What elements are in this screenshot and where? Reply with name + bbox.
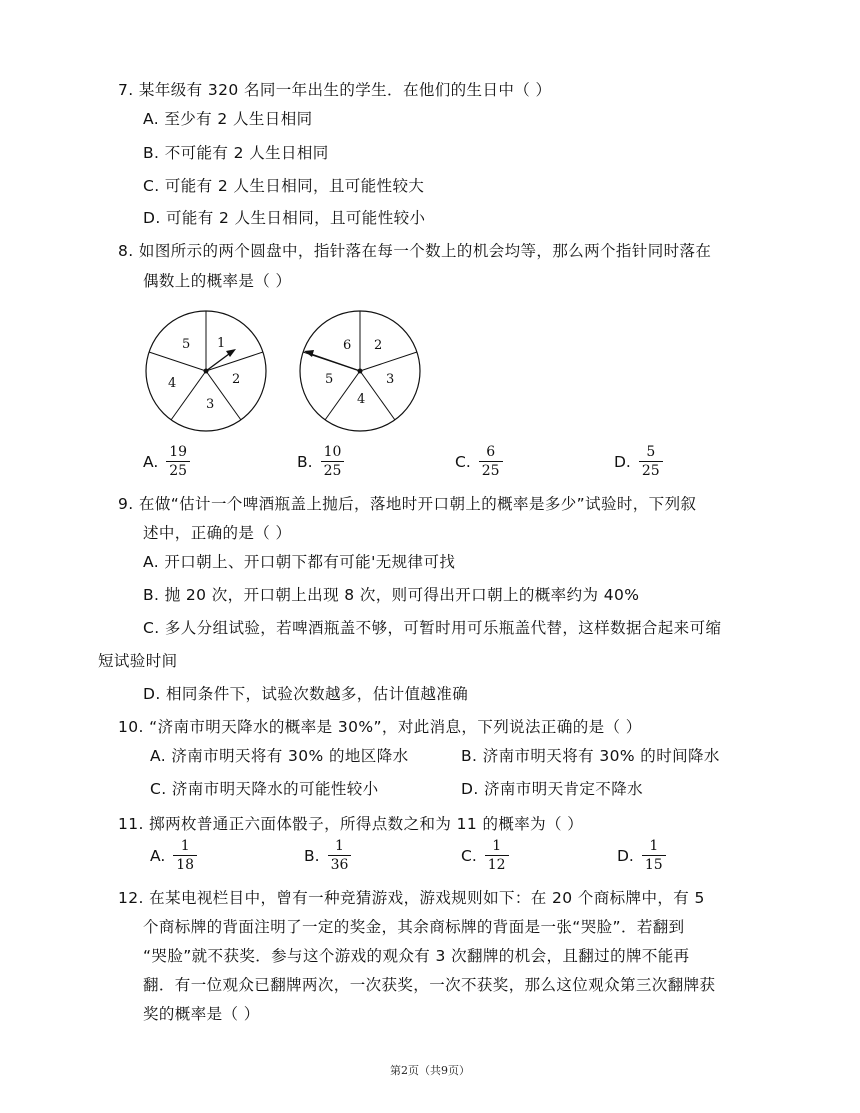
page-footer: 第2页（共9页） [390, 1064, 470, 1077]
q12-line1: 12. 在某电视栏目中，曾有一种竞猜游戏，游戏规则如下：在 20 个商标牌中，有 5 [118, 889, 705, 907]
fraction: $\frac{10}{25}$ [321, 444, 345, 479]
q12-line3: “哭脸”就不获奖．参与这个游戏的观众有 3 次翻牌的机会，且翻过的牌不能再 [143, 947, 690, 965]
disc2-label-6: 6 [343, 338, 352, 353]
disc2-label-3: 3 [386, 372, 395, 387]
disc1-label-4: 4 [168, 376, 177, 391]
q10-stem: 10. “济南市明天降水的概率是 30%”，对此消息，下列说法正确的是（ ） [118, 718, 642, 736]
q7-stem: 7. 某年级有 320 名同一年出生的学生．在他们的生日中（ ） [118, 81, 552, 99]
q11-option-a: A. $\frac{1}{18}$ [150, 838, 197, 873]
q7-option-c: C. 可能有 2 人生日相同，且可能性较大 [143, 177, 425, 195]
q8-stem-line1: 8. 如图所示的两个圆盘中，指针落在每一个数上的机会均等，那么两个指针同时落在 [118, 242, 712, 260]
q8-option-c: C. $\frac{6}{25}$ [455, 444, 503, 479]
q9-option-b: B. 抛 20 次，开口朝上出现 8 次，则可得出开口朝上的概率约为 40% [143, 586, 640, 604]
q11-option-b: B. $\frac{1}{36}$ [304, 838, 351, 873]
fraction: $\frac{1}{18}$ [173, 838, 197, 873]
q12-line2: 个商标牌的背面注明了一定的奖金，其余商标牌的背面是一张“哭脸”．若翻到 [143, 918, 685, 936]
q10-option-d: D. 济南市明天肯定不降水 [461, 780, 643, 798]
fraction: $\frac{19}{25}$ [166, 444, 190, 479]
spinner-disc-2 [300, 311, 420, 431]
pointer-arrow-2 [308, 353, 360, 371]
q7-option-a: A. 至少有 2 人生日相同 [143, 110, 313, 128]
q8-option-d: D. $\frac{5}{25}$ [614, 444, 663, 479]
fraction: $\frac{1}{36}$ [328, 838, 352, 873]
q9-option-d: D. 相同条件下，试验次数越多，估计值越准确 [143, 685, 469, 703]
fraction: $\frac{6}{25}$ [479, 444, 503, 479]
q11-option-d: D. $\frac{1}{15}$ [617, 838, 666, 873]
q10-option-c: C. 济南市明天降水的可能性较小 [150, 780, 379, 798]
disc2-label-2: 2 [374, 338, 383, 353]
q9-option-a: A. 开口朝上、开口朝下都有可能'无规律可找 [143, 553, 456, 571]
disc1-label-3: 3 [206, 397, 215, 412]
q8-spinner-figure [0, 305, 860, 435]
disc2-label-4: 4 [357, 392, 366, 407]
q11-stem: 11. 掷两枚普通正六面体骰子，所得点数之和为 11 的概率为（ ） [118, 815, 584, 833]
q9-option-c-line1: C. 多人分组试验，若啤酒瓶盖不够，可暂时用可乐瓶盖代替，这样数据合起来可缩 [143, 619, 722, 637]
q12-line4: 翻．有一位观众已翻牌两次，一次获奖，一次不获奖，那么这位观众第三次翻牌获 [143, 976, 716, 994]
q9-stem-line1: 9. 在做“估计一个啤酒瓶盖上抛后，落地时开口朝上的概率是多少”试验时，下列叙 [118, 495, 697, 513]
fraction: $\frac{1}{12}$ [485, 838, 509, 873]
q10-option-b: B. 济南市明天将有 30% 的时间降水 [461, 747, 720, 765]
spinner-disc-1 [146, 311, 266, 431]
fraction: $\frac{1}{15}$ [642, 838, 666, 873]
disc1-label-2: 2 [232, 372, 241, 387]
q8-option-b: B. $\frac{10}{25}$ [297, 444, 344, 479]
q10-option-a: A. 济南市明天将有 30% 的地区降水 [150, 747, 409, 765]
disc1-label-5: 5 [182, 337, 191, 352]
q11-option-c: C. $\frac{1}{12}$ [461, 838, 509, 873]
disc2-label-5: 5 [325, 372, 334, 387]
disc1-label-1: 1 [217, 336, 226, 351]
q7-option-d: D. 可能有 2 人生日相同，且可能性较小 [143, 209, 426, 227]
q12-line5: 奖的概率是（ ） [143, 1005, 260, 1023]
q8-option-a: A. $\frac{19}{25}$ [143, 444, 190, 479]
q9-option-c-line2: 短试验时间 [98, 652, 178, 670]
q7-option-b: B. 不可能有 2 人生日相同 [143, 144, 329, 162]
fraction: $\frac{5}{25}$ [639, 444, 663, 479]
q8-stem-line2: 偶数上的概率是（ ） [143, 272, 292, 290]
q9-stem-line2: 述中，正确的是（ ） [143, 524, 292, 542]
